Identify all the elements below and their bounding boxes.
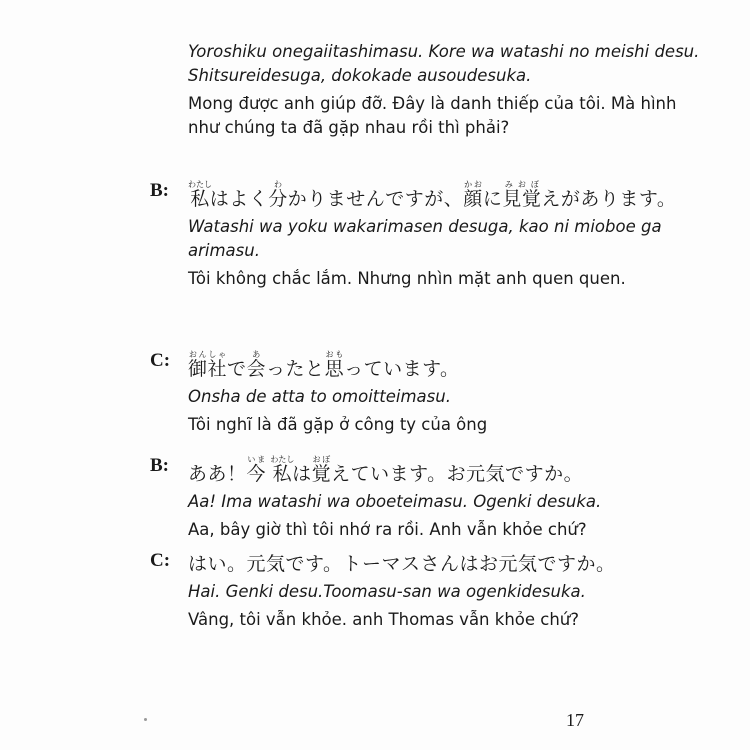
romaji-line: Watashi wa yoku wakarimasen desuga, kao ni mioboe ga arimasu. bbox=[188, 217, 662, 260]
vietnamese-line: Tôi nghĩ là đã gặp ở công ty của ông bbox=[188, 415, 488, 434]
kanji-with-furigana: 今いま bbox=[246, 455, 267, 485]
speaker-label: B: bbox=[150, 180, 169, 201]
furigana: わ bbox=[268, 180, 288, 189]
japanese-text: えがあります。 bbox=[541, 188, 677, 210]
intro-romaji: Yoroshiku onegaiitashimasu. Kore wa watashi no meishi desu. Shitsureidesuga, dokokade ausoudesuka. bbox=[188, 42, 700, 85]
furigana: おぼ bbox=[311, 455, 332, 464]
speaker-label: B: bbox=[150, 455, 169, 476]
intro-block bbox=[188, 40, 708, 140]
furigana: いま bbox=[246, 455, 267, 464]
japanese-text: ああ！ bbox=[188, 463, 247, 485]
speaker-label: C: bbox=[150, 550, 171, 571]
japanese-line bbox=[188, 350, 713, 383]
speaker-label: C: bbox=[150, 350, 171, 371]
furigana: わたし bbox=[188, 180, 212, 189]
kanji-with-furigana: 私わたし bbox=[188, 180, 212, 210]
romaji-line: Hai. Genki desu.Toomasu-san wa ogenkidesuka. bbox=[188, 582, 586, 601]
japanese-text: っています。 bbox=[344, 358, 460, 380]
japanese-text: はい。元気です。トーマスさんはお元気ですか。 bbox=[188, 553, 616, 575]
furigana: みおぼ bbox=[502, 180, 542, 189]
japanese-text: は bbox=[292, 463, 312, 485]
japanese-text: はよく bbox=[209, 188, 269, 210]
furigana: あ bbox=[246, 350, 267, 359]
vietnamese-line: Aa, bây giờ thì tôi nhớ ra rồi. Anh vẫn khỏe chứ? bbox=[188, 520, 587, 539]
japanese-line bbox=[188, 455, 713, 488]
vietnamese-line: Tôi không chắc lắm. Nhưng nhìn mặt anh quen quen. bbox=[188, 269, 626, 288]
furigana: わたし bbox=[270, 455, 295, 464]
furigana: かお bbox=[463, 180, 483, 189]
romaji-line: Onsha de atta to omoitteimasu. bbox=[188, 387, 451, 406]
kanji-with-furigana: 分わ bbox=[268, 180, 288, 210]
kanji-with-furigana: 覚おぼ bbox=[311, 455, 332, 485]
japanese-line bbox=[188, 180, 713, 213]
furigana: おんしゃ bbox=[188, 350, 228, 359]
print-speck bbox=[144, 718, 147, 721]
japanese-text: に bbox=[482, 188, 503, 210]
kanji-with-furigana: 見覚みおぼ bbox=[502, 180, 542, 210]
japanese-text: ったと bbox=[266, 358, 325, 380]
furigana: おも bbox=[324, 350, 345, 359]
intro-vietnamese: Mong được anh giúp đỡ. Đây là danh thiếp của tôi. Mà hình như chúng ta đã gặp nhau rồi thì phải? bbox=[188, 94, 677, 137]
kanji-with-furigana: 御社おんしゃ bbox=[188, 350, 228, 380]
kanji-with-furigana: 顔かお bbox=[463, 180, 483, 210]
japanese-text: で bbox=[227, 358, 247, 380]
kanji-with-furigana: 私わたし bbox=[270, 455, 295, 485]
japanese-text: えています。お元気ですか。 bbox=[331, 463, 584, 485]
japanese-line bbox=[188, 550, 713, 578]
vietnamese-line: Vâng, tôi vẫn khỏe. anh Thomas vẫn khỏe chứ? bbox=[188, 610, 580, 629]
page-number: 17 bbox=[566, 710, 584, 730]
japanese-text: かりませんですが、 bbox=[287, 188, 464, 210]
kanji-with-furigana: 会あ bbox=[246, 350, 267, 380]
romaji-line: Aa! Ima watashi wa oboeteimasu. Ogenki desuka. bbox=[188, 492, 602, 511]
kanji-with-furigana: 思おも bbox=[324, 350, 345, 380]
